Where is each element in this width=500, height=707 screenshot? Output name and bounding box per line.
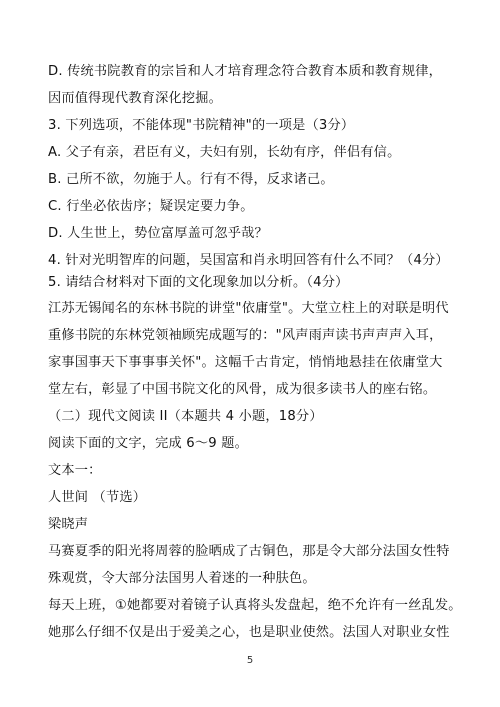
text-line: 堂左右，彰显了中国书院文化的风骨，成为很多读书人的座右铭。 [48, 382, 437, 397]
option-a: A. 父子有亲，君臣有义，夫妇有别，长幼有序，伴侣有信。 [48, 145, 401, 160]
article-author: 梁晓声 [48, 517, 89, 532]
text-line: 她那么仔细不仅是出于爱美之心，也是职业使然。法国人对职业女性 [48, 625, 450, 640]
question-3: 3. 下列选项，不能体现"书院精神"的一项是（3分） [48, 118, 355, 133]
option-d: D. 人生世上，势位富厚盖可忽乎哉？ [48, 226, 268, 241]
page-number: 5 [246, 655, 254, 666]
question-4: 4. 针对光明智库的问题，吴国富和肖永明回答有什么不同？（4分） [48, 253, 449, 268]
section-heading: （二）现代文阅读 II（本题共 4 小题，18分） [48, 409, 323, 424]
option-b: B. 己所不欲，勿施于人。行有不得，反求诸己。 [48, 172, 334, 187]
text-line: D. 传统书院教育的宗旨和人才培育理念符合教育本质和教育规律， [48, 64, 442, 79]
article-title: 人世间 （节选） [48, 490, 147, 505]
text-line: 家事国事天下事事事关怀"。这幅千古肯定，悄悄地悬挂在依庸堂大 [48, 355, 443, 370]
text-line: 重修书院的东林党领袖顾宪成题写的："风声雨声读书声声声入耳， [48, 328, 443, 343]
question-5: 5. 请结合材料对下面的文化现象加以分析。（4分） [48, 275, 349, 290]
text-label: 文本一： [48, 463, 102, 478]
instruction: 阅读下面的文字，完成 6～9 题。 [48, 436, 249, 451]
text-line: 马赛夏季的阳光将周蓉的脸晒成了古铜色，那是令大部分法国女性特 [48, 544, 450, 559]
text-line: 因而值得现代教育深化挖掘。 [48, 91, 223, 106]
text-line: 殊观赏，令大部分法国男人着迷的一种肤色。 [48, 571, 316, 586]
option-c: C. 行坐必依齿序；疑误定要力争。 [48, 199, 254, 214]
text-line: 每天上班，①她都要对着镜子认真将头发盘起，绝不允许有一丝乱发。 [48, 598, 462, 613]
text-line: 江苏无锡闻名的东林书院的讲堂"依庸堂"。大堂立柱上的对联是明代 [48, 301, 449, 316]
